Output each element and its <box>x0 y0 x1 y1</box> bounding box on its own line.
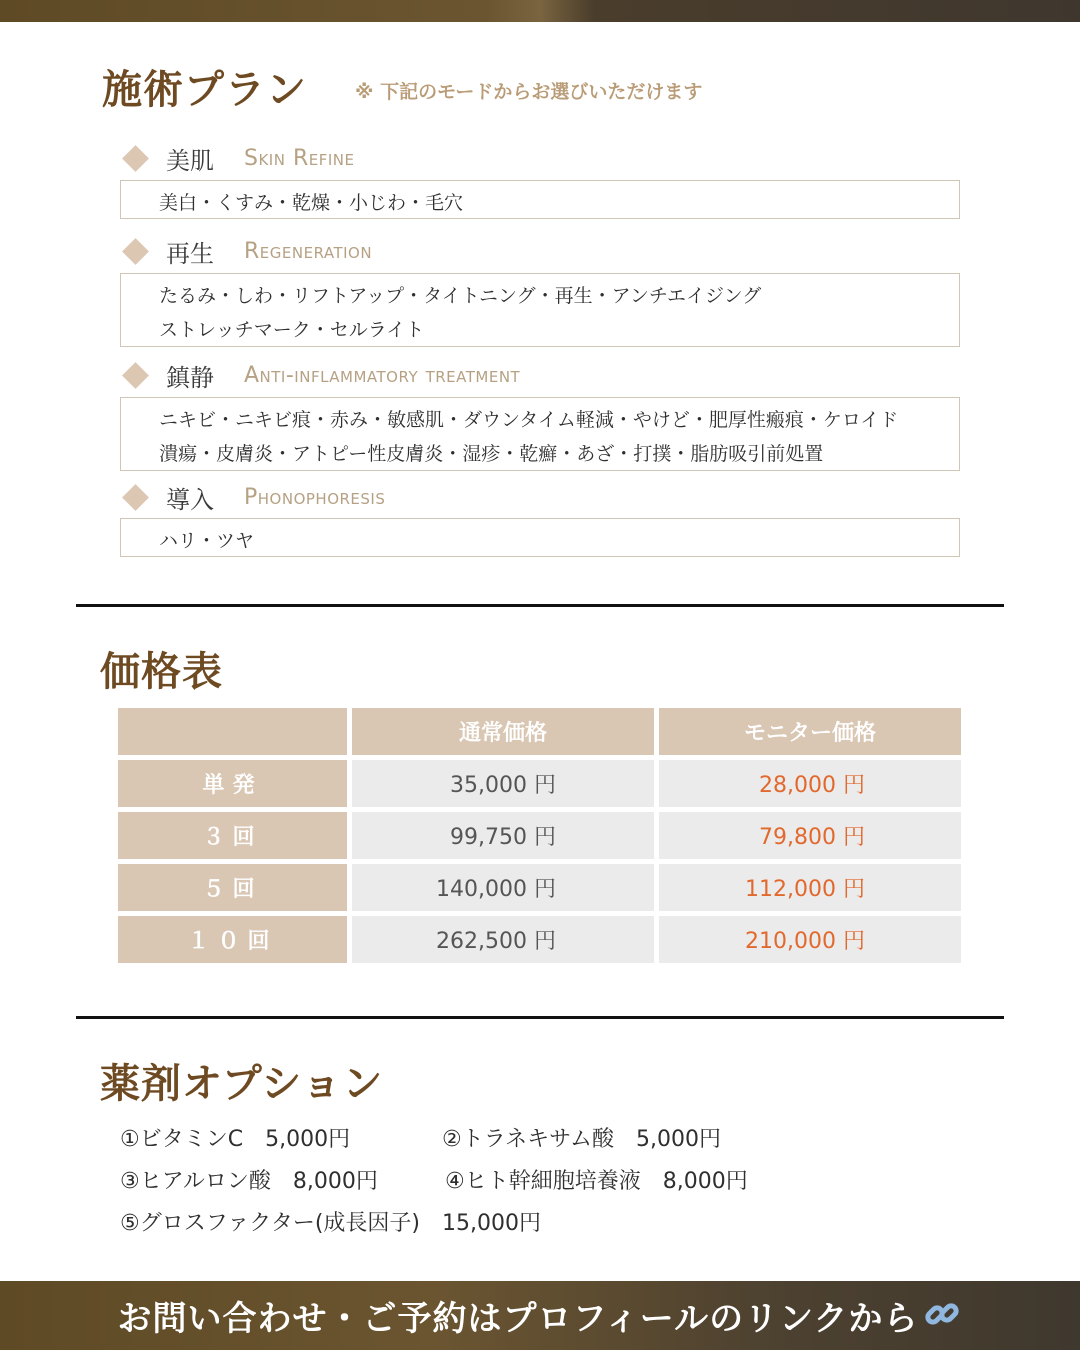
mode-name-en: Phonophoresis <box>244 484 386 510</box>
price-normal: 262,500 円 <box>352 916 654 963</box>
mode-name-jp: 再生 <box>166 239 214 268</box>
mode-heading-regeneration <box>120 234 372 268</box>
link-icon <box>922 1294 962 1338</box>
mode-description-line: ニキビ・ニキビ痕・赤み・敏感肌・ダウンタイム軽減・やけど・肥厚性瘢痕・ケロイド <box>159 409 899 431</box>
top-decorative-bar <box>0 0 1080 22</box>
price-normal: 140,000 円 <box>352 864 654 911</box>
price-monitor: 210,000 円 <box>659 916 961 963</box>
price-row-label: 単発 <box>118 760 347 807</box>
mode-description-box <box>120 397 960 471</box>
price-monitor: 112,000 円 <box>659 864 961 911</box>
mode-name-en: Anti-inflammatory treatment <box>244 362 521 388</box>
option-item-1: ①ビタミンC 5,000円 <box>120 1127 351 1152</box>
price-title: 価格表 <box>100 649 223 695</box>
table-row <box>118 812 961 859</box>
price-normal: 35,000 円 <box>352 760 654 807</box>
mode-description-line: 美白・くすみ・乾燥・小じわ・毛穴 <box>159 192 464 214</box>
options-title: 薬剤オプション <box>100 1061 384 1107</box>
mode-name-en: Regeneration <box>244 238 373 264</box>
mode-heading-anti-inflammatory <box>120 358 520 392</box>
mode-description-box <box>120 518 960 557</box>
mode-description-line: ハリ・ツヤ <box>159 530 255 552</box>
price-row-label: １０回 <box>118 916 347 963</box>
price-table-header-row <box>118 708 961 755</box>
mode-description-box <box>120 273 960 347</box>
mode-name-jp: 導入 <box>166 485 214 514</box>
mode-description-box <box>120 180 960 219</box>
table-row <box>118 760 961 807</box>
option-item-4: ④ヒト幹細胞培養液 8,000円 <box>445 1169 748 1194</box>
plan-title: 施術プラン <box>102 67 307 113</box>
footer-bar <box>0 1281 1080 1350</box>
price-monitor: 79,800 円 <box>659 812 961 859</box>
diamond-bullet-icon <box>122 484 149 511</box>
mode-description-line: ストレッチマーク・セルライト <box>159 319 425 341</box>
table-row <box>118 864 961 911</box>
footer-text: お問い合わせ・ご予約はプロフィールのリンクから <box>117 1299 919 1339</box>
mode-heading-phonophoresis <box>120 480 385 514</box>
price-header-normal: 通常価格 <box>352 708 654 755</box>
diamond-bullet-icon <box>122 145 149 172</box>
price-header-monitor: モニター価格 <box>659 708 961 755</box>
price-table <box>113 703 966 968</box>
section-divider <box>76 1016 1004 1019</box>
option-item-2: ②トラネキサム酸 5,000円 <box>442 1127 721 1152</box>
price-normal: 99,750 円 <box>352 812 654 859</box>
diamond-bullet-icon <box>122 238 149 265</box>
mode-description-line: 潰瘍・皮膚炎・アトピー性皮膚炎・湿疹・乾癬・あざ・打撲・脂肪吸引前処置 <box>159 443 824 465</box>
option-item-3: ③ヒアルロン酸 8,000円 <box>120 1169 378 1194</box>
diamond-bullet-icon <box>122 362 149 389</box>
plan-note: ※ 下記のモードからお選びいただけます <box>355 81 703 103</box>
price-monitor: 28,000 円 <box>659 760 961 807</box>
section-divider <box>76 604 1004 607</box>
price-row-label: ３回 <box>118 812 347 859</box>
mode-description-line: たるみ・しわ・リフトアップ・タイトニング・再生・アンチエイジング <box>159 285 762 307</box>
mode-heading-skin-refine <box>120 141 354 175</box>
mode-name-jp: 美肌 <box>166 146 214 175</box>
price-table-corner <box>118 708 347 755</box>
table-row <box>118 916 961 963</box>
option-item-5: ⑤グロスファクター(成長因子) 15,000円 <box>120 1211 541 1236</box>
mode-name-en: Skin Refine <box>244 145 355 171</box>
price-row-label: ５回 <box>118 864 347 911</box>
mode-name-jp: 鎮静 <box>166 363 214 392</box>
